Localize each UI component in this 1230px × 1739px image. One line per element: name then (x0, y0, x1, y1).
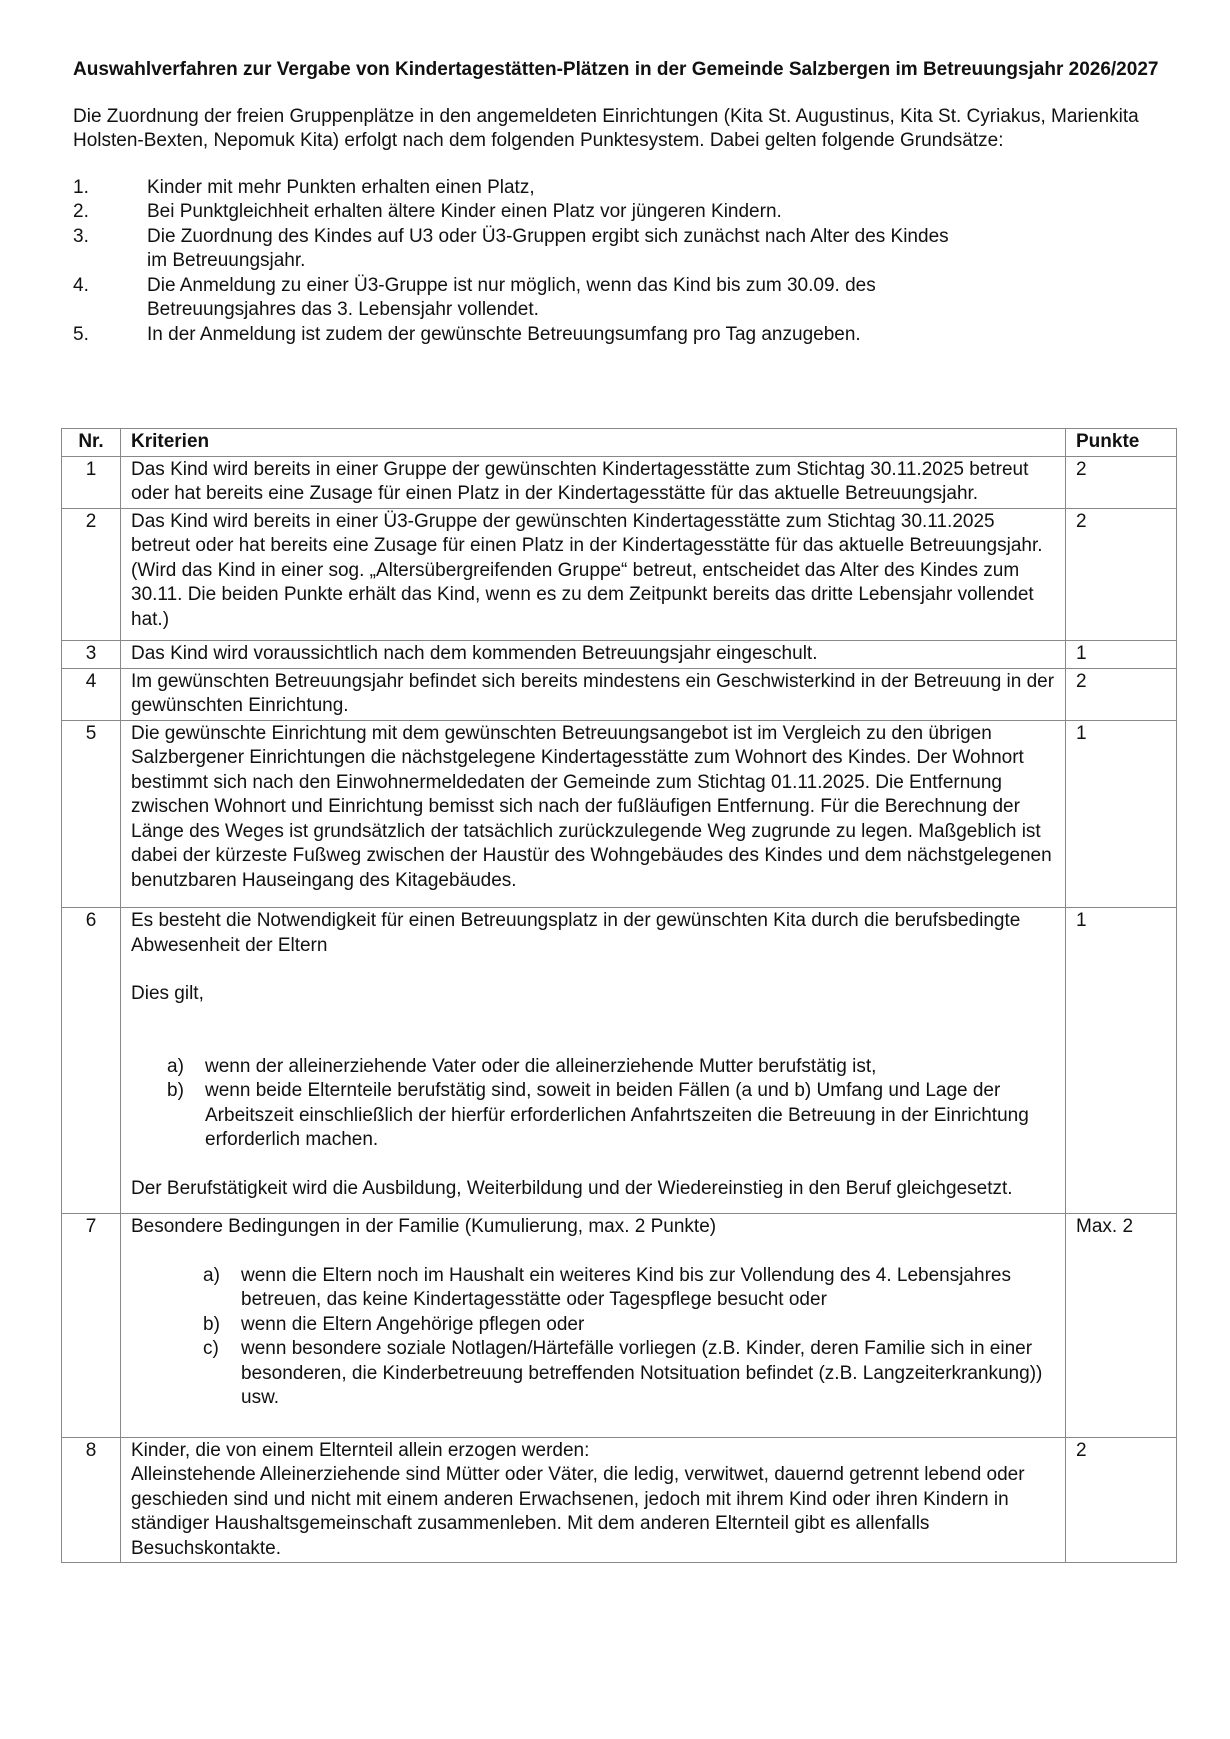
table-row: 3 Das Kind wird voraussichtlich nach dem kommenden Betreuungsjahr eingeschult. 1 (62, 641, 1177, 669)
rules-list (73, 176, 1183, 348)
table-row: 5 Die gewünschte Einrichtung mit dem gewünschten Betreuungsangebot ist im Vergleich zu den übrigen Salzbergener Einrichtungen die nächstgelegene Kindertagesstätte zum Wohnort des Kindes. Der Wohnort bestimmt sich nach den Einwohnermeldedaten der Gemeinde zum Stichtag 01.11.2025. Die Entfernung zwischen Wohnort und Einrichtung bemisst sich nach der fußläufigen Entfernung. Für die Berechnung der Länge des Weges ist grundsätzlich der tatsächlich zurückzulegende Weg zugrunde zu legen. Maßgeblich ist dabei der kürzeste Fußweg zwischen der Haustür des Wohngebäudes des Kindes und dem nächstgelegenen benutzbaren Hauseingang des Kitagebäudes. 1 (62, 720, 1177, 908)
header-nr: Nr. (62, 429, 121, 457)
sub-item: a) wenn der alleinerziehende Vater oder die alleinerziehende Mutter berufstätig ist, (167, 1055, 877, 1077)
intro-paragraph: Die Zuordnung der freien Gruppenplätze in den angemeldeten Einrichtungen (Kita St. Augustinus, Kita St. Cyriakus, Marienkita Holsten-Bexten, Nepomuk Kita) erfolgt nach dem folgenden Punktesystem. Dabei gelten folgende Grundsätze: (73, 105, 1139, 151)
rule-item: 3. Die Zuordnung des Kindes auf U3 oder Ü3-Gruppen ergibt sich zunächst nach Alter des Kindes im Betreuungsjahr. (73, 225, 949, 271)
sub-item: b) wenn beide Elternteile berufstätig sind, soweit in beiden Fällen (a und b) Umfang und Lage der Arbeitszeit einschließlich der hierfür erforderlichen Anfahrtszeiten die Betreuung in der Einrichtung erforderlich machen. (167, 1080, 1029, 1150)
table-row: 2 Das Kind wird bereits in einer Ü3-Gruppe der gewünschten Kindertagesstätte zum Stichtag 30.11.2025 betreut oder hat bereits eine Zusage für einen Platz in der Kindertagesstätte für das aktuelle Betreuungsjahr. (Wird das Kind in einer sog. „Altersübergreifenden Gruppe“ betreut, entscheidet das Alter des Kindes zum 30.11. Die beiden Punkte erhält das Kind, wenn es zu dem Zeitpunkt bereits das dritte Lebensjahr vollendet hat.) 2 (62, 508, 1177, 641)
table-row: 7 Besondere Bedingungen in der Familie (Kumulierung, max. 2 Punkte) a) wenn die Eltern noch im Haushalt ein weiteres Kind bis zur Vollendung des 4. Lebensjahres betreuen, das keine Kindertagesstätte oder Tagespflege besucht oder b) wenn die Eltern Angehörige pflegen oder c) wenn besondere soziale Notlagen/Härtefälle vorliegen (z.B. Kinder, deren Familie sich in einer besonderen, die Kinderbetreuung betreffenden Notsituation befindet (z.B. Langzeiterkrankung)) usw. Max. 2 (62, 1214, 1177, 1438)
table-row: 1 Das Kind wird bereits in einer Gruppe der gewünschten Kindertagesstätte zum Stichtag 30.11.2025 betreut oder hat bereits eine Zusage für einen Platz in der Kindertagesstätte für das aktuelle Betreuungsjahr. 2 (62, 456, 1177, 508)
header-points: Punkte (1066, 429, 1177, 457)
criteria-table (61, 428, 1177, 1563)
sub-item: b) wenn die Eltern Angehörige pflegen oder (203, 1313, 585, 1335)
rule-item: 4. Die Anmeldung zu einer Ü3-Gruppe ist nur möglich, wenn das Kind bis zum 30.09. des Betreuungsjahres das 3. Lebensjahr vollendet. (73, 274, 876, 320)
table-row: 8 Kinder, die von einem Elternteil allein erzogen werden: Alleinstehende Alleinerziehende sind Mütter oder Väter, die ledig, verwitwet, dauernd getrennt lebend oder geschieden sind und nicht mit einem anderen Erwachsenen, jedoch mit ihrem Kind oder ihren Kindern in ständiger Haushaltsgemeinschaft zusammenleben. Mit dem anderen Elternteil gibt es allenfalls Besuchskontakte. 2 (62, 1437, 1177, 1563)
header-criteria: Kriterien (121, 429, 1066, 457)
sub-item: a) wenn die Eltern noch im Haushalt ein weiteres Kind bis zur Vollendung des 4. Lebensjahres betreuen, das keine Kindertagesstätte oder Tagespflege besucht oder (203, 1264, 1011, 1310)
document-title: Auswahlverfahren zur Vergabe von Kindertagestätten-Plätzen in der Gemeinde Salzbergen im Betreuungsjahr 2026/2027 (73, 59, 1159, 80)
table-row: 6 Es besteht die Notwendigkeit für einen Betreuungsplatz in der gewünschten Kita durch die berufsbedingte Abwesenheit der Eltern Dies gilt, a) wenn der alleinerziehende Vater oder die alleinerziehende Mutter berufstätig ist, b) wenn beide Elternteile berufstätig sind, soweit in beiden Fällen (a und b) Umfang und Lage der Arbeitszeit einschließlich der hierfür erforderlichen Anfahrtszeiten die Betreuung in der Einrichtung erforderlich machen. Der Berufstätigkeit wird die Ausbildung, Weiterbildung und der Wiedereinstieg in den Beruf gleichgesetzt. 1 (62, 908, 1177, 1214)
document-page (73, 58, 1183, 347)
table-header-row (62, 429, 1177, 457)
sub-item: c) wenn besondere soziale Notlagen/Härtefälle vorliegen (z.B. Kinder, deren Familie sich in einer besonderen, die Kinderbetreuung betreffenden Notsituation befindet (z.B. Langzeiterkrankung)) usw. (203, 1338, 1043, 1408)
rule-item: 5. In der Anmeldung ist zudem der gewünschte Betreuungsumfang pro Tag anzugeben. (73, 323, 861, 345)
rule-item: 1. Kinder mit mehr Punkten erhalten einen Platz, (73, 176, 535, 198)
table-row: 4 Im gewünschten Betreuungsjahr befindet sich bereits mindestens ein Geschwisterkind in der Betreuung in der gewünschten Einrichtung. 2 (62, 668, 1177, 720)
rule-item: 2. Bei Punktgleichheit erhalten ältere Kinder einen Platz vor jüngeren Kindern. (73, 201, 782, 222)
